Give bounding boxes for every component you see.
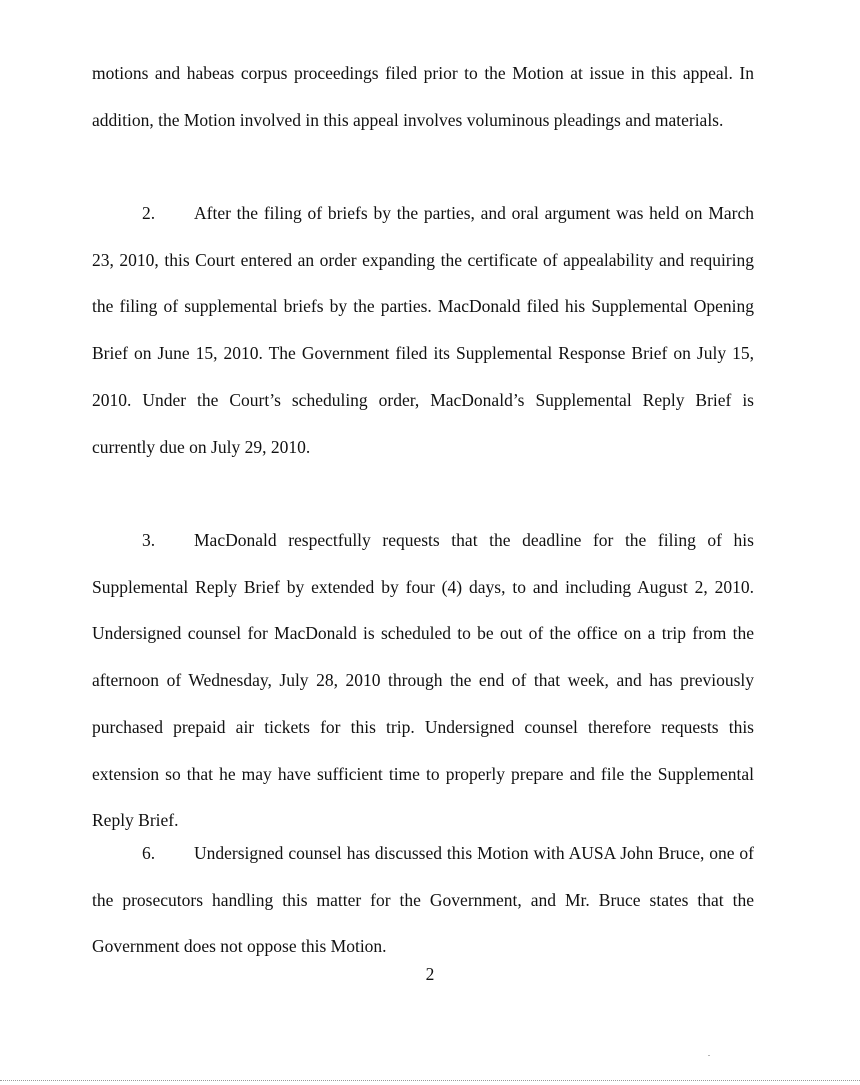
paragraph-number: 2. — [142, 203, 156, 223]
paragraph-text: motions and habeas corpus proceedings filed prior to the Motion at issue in this appeal. In addition, the Motion involved in this appeal involves voluminous pleadings and materials. — [92, 63, 754, 130]
page-bottom-edge — [0, 1080, 860, 1081]
paragraph-text: After the filing of briefs by the parties, and oral argument was held on March 23, 2010, this Court entered an order expanding the certificate of appealability and requiring the filing of supplemental briefs by the parties. MacDonald filed his Supplemental Opening Brief on June 15, 2010. The Government filed its Supplemental Response Brief on July 15, 2010. Under the Court’s scheduling order, MacDonald’s Supplemental Reply Brief is currently due on July 29, 2010. — [92, 203, 754, 457]
paragraph-6 — [92, 830, 754, 970]
paragraph-text: Undersigned counsel has discussed this Motion with AUSA John Bruce, one of the prosecutors handling this matter for the Government, and Mr. Bruce states that the Government does not oppose this Motion. — [92, 843, 754, 957]
paragraph-text: MacDonald respectfully requests that the deadline for the filing of his Supplemental Reply Brief by extended by four (4) days, to and including August 2, 2010. Undersigned counsel for MacDonald is scheduled to be out of the office on a trip from the afternoon of Wednesday, July 28, 2010 through the end of that week, and has previously purchased prepaid air tickets for this trip. Undersigned counsel therefore requests this extension so that he may have sufficient time to properly prepare and file the Supplemental Reply Brief. — [92, 530, 754, 831]
paragraph-3 — [92, 517, 754, 844]
paragraph-number: 3. — [142, 530, 156, 550]
paragraph-2 — [92, 190, 754, 470]
scan-speck — [708, 1055, 710, 1056]
paragraph-continued — [92, 50, 754, 143]
page-number: 2 — [425, 964, 435, 984]
paragraph-number: 6. — [142, 843, 156, 863]
